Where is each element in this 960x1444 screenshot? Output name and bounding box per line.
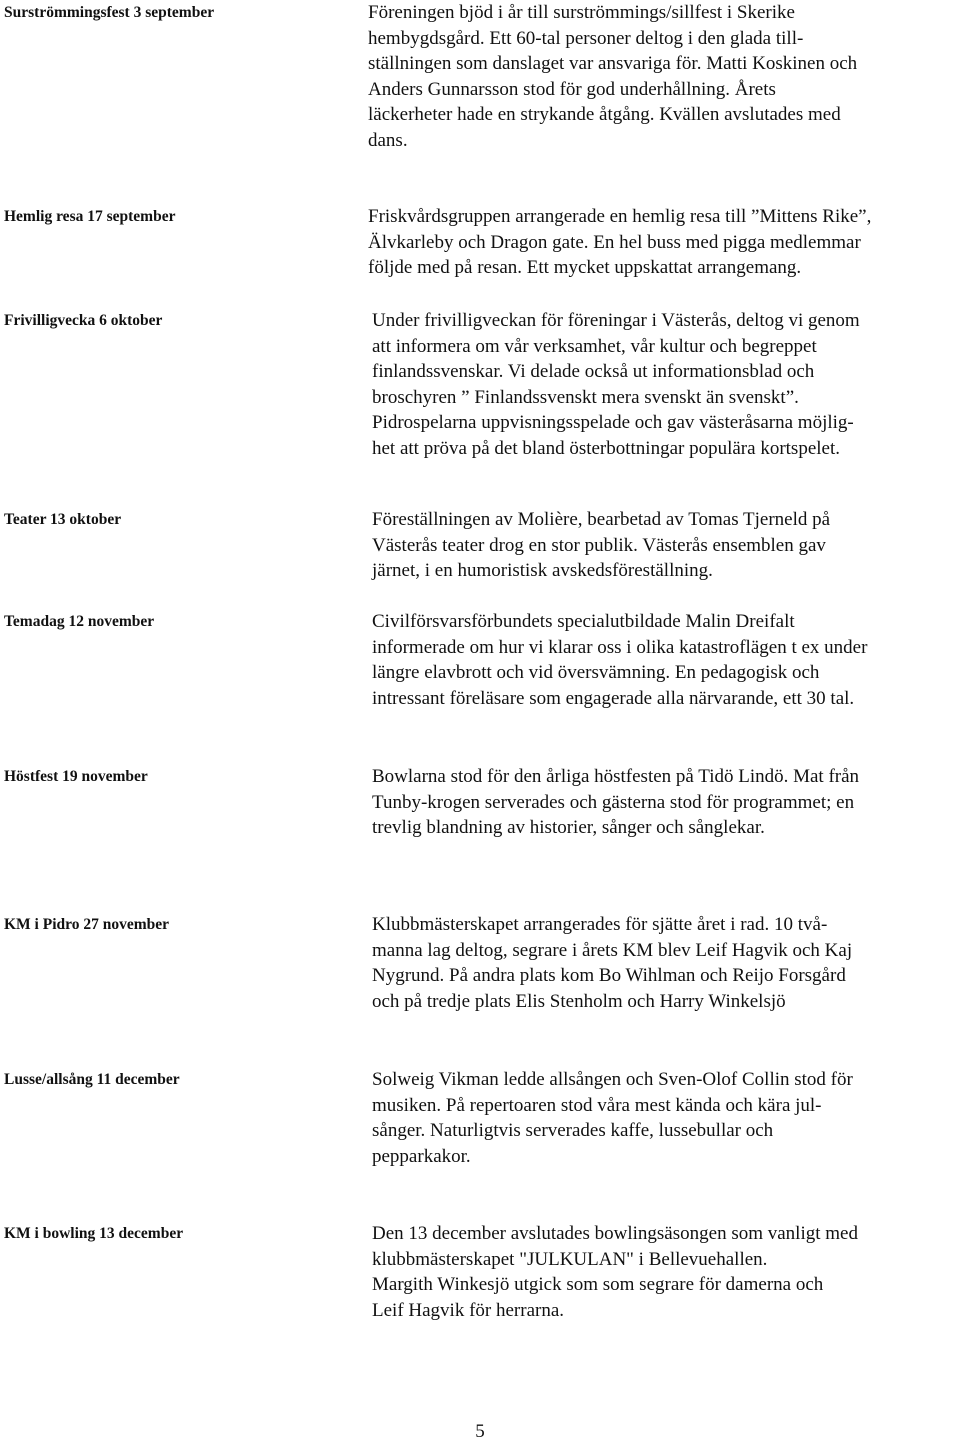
entry-title: Teater 13 oktober bbox=[4, 511, 122, 528]
entry-title: Surströmmingsfest 3 september bbox=[4, 4, 215, 21]
entry-title: KM i Pidro 27 november bbox=[4, 916, 170, 933]
entry-text: Den 13 december avslutades bowlingsäsongen som vanligt med klubbmästerskapet "JULKULAN" i Bellevuehallen. Margith Winkesjö utgick som som segrare för damerna och Leif Hagvik för herrarna. bbox=[372, 1223, 858, 1321]
entry-text: Solweig Vikman ledde allsången och Sven-Olof Collin stod för musiken. På repertoaren stod våra mest kända och kära jul- sånger. Naturligtvis serverades kaffe, lussebullar och pepparkakor. bbox=[372, 1069, 853, 1167]
entry-title: Lusse/allsång 11 december bbox=[4, 1071, 180, 1088]
entry-title: KM i bowling 13 december bbox=[4, 1225, 184, 1242]
entry-title: Höstfest 19 november bbox=[4, 768, 148, 785]
entry-text: Föreställningen av Molière, bearbetad av Tomas Tjerneld på Västerås teater drog en stor publik. Västerås ensemblen gav järnet, i en humoristisk avskedsföreställning. bbox=[372, 509, 831, 582]
entry-title: Hemlig resa 17 september bbox=[4, 208, 176, 225]
entry-text: Klubbmästerskapet arrangerades för sjätte året i rad. 10 två- manna lag deltog, segrare i årets KM blev Leif Hagvik och Kaj Nygrund. På andra plats kom Bo Wihlman och Reijo Forsgård och på tredje plats Elis Stenholm och Harry Winkelsjö bbox=[372, 914, 853, 1012]
entry-text: Föreningen bjöd i år till surströmmings/sillfest i Skerike hembygdsgård. Ett 60-tal personer deltog i den glada till- ställningen som danslaget var ansvariga för. Matti Koskinen och Anders Gunnarsson stod för god underhållning. Årets läckerheter hade en strykande åtgång. Kvällen avslutades med dans. bbox=[368, 2, 858, 151]
entry-text: Civilförsvarsförbundets specialutbildade Malin Dreifalt informerade om hur vi klarar oss i olika katastroflägen t ex under längre elavbrott och vid översvämning. En pedagogisk och intressant föreläsare som engagerade alla närvarande, ett 30 tal. bbox=[372, 611, 868, 709]
entry-title: Frivilligvecka 6 oktober bbox=[4, 312, 163, 329]
entry-text: Friskvårdsgruppen arrangerade en hemlig resa till ”Mittens Rike”, Älvkarleby och Dragon gate. En hel buss med pigga medlemmar följde med på resan. Ett mycket uppskattat arrangemang. bbox=[368, 206, 872, 279]
entry-text: Under frivilligveckan för föreningar i Västerås, deltog vi genom att informera om vår verksamhet, vår kultur och begreppet finlandssvenskar. Vi delade också ut informationsblad och broschyren ” Finlandssvenskt mera svenskt än svenskt”. Pidrospelarna uppvisningsspelade och gav västeråsarna möjlig- het att pröva på det bland österbottningar populära kortspelet. bbox=[372, 310, 860, 459]
entry-title: Temadag 12 november bbox=[4, 613, 155, 630]
page-number: 5 bbox=[475, 1421, 485, 1442]
entry-text: Bowlarna stod för den årliga höstfesten på Tidö Lindö. Mat från Tunby-krogen serverades och gästerna stod för programmet; en trevlig blandning av historier, sånger och sånglekar. bbox=[372, 766, 860, 839]
